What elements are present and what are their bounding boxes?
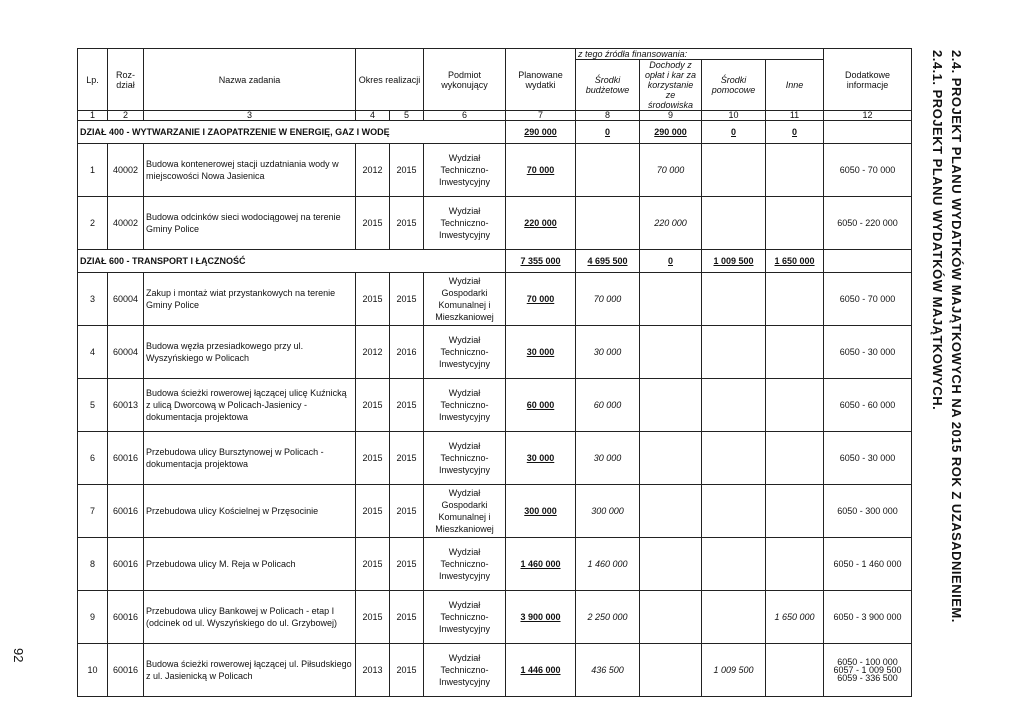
row-info: 6050 - 100 000 6057 - 1 009 500 6059 - 336 500 [824, 644, 912, 697]
section-info [824, 121, 912, 144]
row-inne [766, 144, 824, 197]
colnum: 6 [424, 111, 506, 121]
row-inne [766, 644, 824, 697]
section-dochody: 290 000 [640, 121, 702, 144]
row-planowane: 60 000 [506, 379, 576, 432]
row-dochody [640, 644, 702, 697]
row-pomocowe [702, 485, 766, 538]
row-info: 6050 - 60 000 [824, 379, 912, 432]
section-planowane: 290 000 [506, 121, 576, 144]
table-row [78, 144, 912, 197]
row-planowane: 3 900 000 [506, 591, 576, 644]
row-planowane: 1 446 000 [506, 644, 576, 697]
row-budzetowe: 30 000 [576, 432, 640, 485]
row-info: 6050 - 70 000 [824, 273, 912, 326]
row-pomocowe [702, 538, 766, 591]
hdr-planowane: Planowane wydatki [506, 49, 576, 111]
row-nazwa: Budowa kontenerowej stacji uzdatniania wody w miejscowości Nowa Jasienica [144, 144, 356, 197]
row-planowane: 70 000 [506, 144, 576, 197]
row-podmiot: Wydział Techniczno-Inwestycyjny [424, 538, 506, 591]
side-title-line2: 2.4.1. PROJEKT PLANU WYDATKÓW MAJĄTKOWYCH. [930, 50, 945, 411]
row-lp: 10 [78, 644, 108, 697]
row-budzetowe: 300 000 [576, 485, 640, 538]
row-rozdzial: 40002 [108, 197, 144, 250]
row-budzetowe: 60 000 [576, 379, 640, 432]
side-title-line1: 2.4. PROJEKT PLANU WYDATKÓW MAJĄTKOWYCH NA 2015 ROK Z UZASADNIENIEM. [949, 50, 964, 623]
section-planowane: 7 355 000 [506, 250, 576, 273]
row-podmiot: Wydział Techniczno-Inwestycyjny [424, 326, 506, 379]
row-inne [766, 326, 824, 379]
row-dochody [640, 273, 702, 326]
row-nazwa: Przebudowa ulicy M. Reja w Policach [144, 538, 356, 591]
row-rozdzial: 60016 [108, 644, 144, 697]
row-okres-od: 2015 [356, 485, 390, 538]
hdr-rozdzial: Roz-dział [108, 49, 144, 111]
row-okres-od: 2015 [356, 591, 390, 644]
row-okres-do: 2015 [390, 485, 424, 538]
row-rozdzial: 60016 [108, 538, 144, 591]
row-okres-do: 2015 [390, 644, 424, 697]
row-okres-do: 2015 [390, 538, 424, 591]
row-budzetowe [576, 197, 640, 250]
row-inne [766, 485, 824, 538]
hdr-z-tego: z tego źródła finansowania: [576, 49, 824, 60]
row-nazwa: Budowa odcinków sieci wodociągowej na terenie Gminy Police [144, 197, 356, 250]
row-info: 6050 - 300 000 [824, 485, 912, 538]
hdr-dodatkowe: Dodatkowe informacje [824, 49, 912, 111]
row-rozdzial: 60016 [108, 485, 144, 538]
page-number: 92 [11, 648, 26, 663]
colnum: 7 [506, 111, 576, 121]
row-rozdzial: 60016 [108, 432, 144, 485]
colnum: 5 [390, 111, 424, 121]
row-okres-do: 2015 [390, 144, 424, 197]
row-nazwa: Budowa ścieżki rowerowej łączącej ulicę Kuźnicką z ulicą Dworcową w Policach-Jasienicy - dokumentacja projektowa [144, 379, 356, 432]
row-dochody [640, 538, 702, 591]
row-planowane: 220 000 [506, 197, 576, 250]
expenditure-table [77, 48, 912, 697]
row-nazwa: Przebudowa ulicy Bursztynowej w Policach - dokumentacja projektowa [144, 432, 356, 485]
row-pomocowe [702, 273, 766, 326]
row-planowane: 300 000 [506, 485, 576, 538]
row-rozdzial: 60004 [108, 273, 144, 326]
hdr-srodki-budzetowe: Środki budżetowe [576, 60, 640, 111]
row-budzetowe: 30 000 [576, 326, 640, 379]
row-okres-od: 2015 [356, 432, 390, 485]
row-okres-do: 2015 [390, 432, 424, 485]
row-pomocowe: 1 009 500 [702, 644, 766, 697]
hdr-srodki-pomocowe: Środki pomocowe [702, 60, 766, 111]
section-header [78, 250, 912, 273]
row-lp: 4 [78, 326, 108, 379]
row-lp: 7 [78, 485, 108, 538]
table-row [78, 432, 912, 485]
row-podmiot: Wydział Techniczno-Inwestycyjny [424, 379, 506, 432]
colnum: 8 [576, 111, 640, 121]
row-pomocowe [702, 591, 766, 644]
row-budzetowe: 436 500 [576, 644, 640, 697]
hdr-okres: Okres realizacji [356, 49, 424, 111]
row-lp: 2 [78, 197, 108, 250]
row-okres-od: 2015 [356, 538, 390, 591]
section-pomocowe: 0 [702, 121, 766, 144]
row-podmiot: Wydział Gospodarki Komunalnej i Mieszkaniowej [424, 485, 506, 538]
row-podmiot: Wydział Techniczno-Inwestycyjny [424, 591, 506, 644]
colnum: 12 [824, 111, 912, 121]
row-dochody [640, 379, 702, 432]
colnum: 1 [78, 111, 108, 121]
hdr-inne: Inne [766, 60, 824, 111]
row-nazwa: Zakup i montaż wiat przystankowych na terenie Gminy Police [144, 273, 356, 326]
row-okres-do: 2015 [390, 197, 424, 250]
row-planowane: 30 000 [506, 432, 576, 485]
row-lp: 9 [78, 591, 108, 644]
row-info: 6050 - 30 000 [824, 326, 912, 379]
row-dochody: 220 000 [640, 197, 702, 250]
table-row [78, 379, 912, 432]
row-nazwa: Przebudowa ulicy Kościelnej w Przęsocinie [144, 485, 356, 538]
row-okres-od: 2015 [356, 379, 390, 432]
hdr-nazwa: Nazwa zadania [144, 49, 356, 111]
table-row [78, 197, 912, 250]
hdr-lp: Lp. [78, 49, 108, 111]
table-row [78, 485, 912, 538]
section-inne: 0 [766, 121, 824, 144]
row-lp: 3 [78, 273, 108, 326]
row-planowane: 1 460 000 [506, 538, 576, 591]
row-info: 6050 - 3 900 000 [824, 591, 912, 644]
section-info [824, 250, 912, 273]
row-info: 6050 - 70 000 [824, 144, 912, 197]
table-row [78, 591, 912, 644]
row-budzetowe: 1 460 000 [576, 538, 640, 591]
row-budzetowe [576, 144, 640, 197]
row-okres-od: 2015 [356, 273, 390, 326]
row-inne: 1 650 000 [766, 591, 824, 644]
row-inne [766, 432, 824, 485]
row-lp: 5 [78, 379, 108, 432]
row-pomocowe [702, 326, 766, 379]
row-okres-do: 2016 [390, 326, 424, 379]
row-okres-od: 2013 [356, 644, 390, 697]
hdr-dochody: Dochody z opłat i kar za korzystanie ze środowiska [640, 60, 702, 111]
row-info: 6050 - 30 000 [824, 432, 912, 485]
table-row [78, 538, 912, 591]
row-rozdzial: 60013 [108, 379, 144, 432]
row-pomocowe [702, 379, 766, 432]
row-podmiot: Wydział Gospodarki Komunalnej i Mieszkaniowej [424, 273, 506, 326]
row-budzetowe: 70 000 [576, 273, 640, 326]
row-podmiot: Wydział Techniczno-Inwestycyjny [424, 197, 506, 250]
row-budzetowe: 2 250 000 [576, 591, 640, 644]
row-info: 6050 - 220 000 [824, 197, 912, 250]
row-lp: 8 [78, 538, 108, 591]
row-okres-od: 2012 [356, 144, 390, 197]
row-okres-od: 2015 [356, 197, 390, 250]
row-rozdzial: 40002 [108, 144, 144, 197]
side-title [928, 50, 964, 623]
row-dochody [640, 432, 702, 485]
section-title: DZIAŁ 600 - TRANSPORT I ŁĄCZNOŚĆ [78, 250, 506, 273]
row-pomocowe [702, 144, 766, 197]
table-row [78, 644, 912, 697]
row-info: 6050 - 1 460 000 [824, 538, 912, 591]
colnum: 3 [144, 111, 356, 121]
row-inne [766, 379, 824, 432]
row-podmiot: Wydział Techniczno-Inwestycyjny [424, 432, 506, 485]
row-dochody [640, 326, 702, 379]
row-pomocowe [702, 197, 766, 250]
row-rozdzial: 60016 [108, 591, 144, 644]
colnum: 11 [766, 111, 824, 121]
row-nazwa: Budowa węzła przesiadkowego przy ul. Wyszyńskiego w Policach [144, 326, 356, 379]
row-planowane: 30 000 [506, 326, 576, 379]
row-podmiot: Wydział Techniczno-Inwestycyjny [424, 644, 506, 697]
column-numbers [78, 111, 912, 121]
section-title: DZIAŁ 400 - WYTWARZANIE I ZAOPATRZENIE W ENERGIĘ, GAZ I WODĘ [78, 121, 506, 144]
row-inne [766, 273, 824, 326]
row-lp: 1 [78, 144, 108, 197]
section-header [78, 121, 912, 144]
colnum: 10 [702, 111, 766, 121]
row-nazwa: Przebudowa ulicy Bankowej w Policach - etap I (odcinek od ul. Wyszyńskiego do ul. Grzybowej) [144, 591, 356, 644]
section-dochody: 0 [640, 250, 702, 273]
section-inne: 1 650 000 [766, 250, 824, 273]
row-lp: 6 [78, 432, 108, 485]
row-dochody [640, 485, 702, 538]
row-okres-do: 2015 [390, 379, 424, 432]
row-planowane: 70 000 [506, 273, 576, 326]
section-budzetowe: 4 695 500 [576, 250, 640, 273]
table-row [78, 273, 912, 326]
section-pomocowe: 1 009 500 [702, 250, 766, 273]
row-dochody [640, 591, 702, 644]
section-budzetowe: 0 [576, 121, 640, 144]
table-row [78, 326, 912, 379]
row-pomocowe [702, 432, 766, 485]
colnum: 4 [356, 111, 390, 121]
row-inne [766, 197, 824, 250]
row-okres-do: 2015 [390, 273, 424, 326]
row-okres-od: 2012 [356, 326, 390, 379]
colnum: 2 [108, 111, 144, 121]
row-dochody: 70 000 [640, 144, 702, 197]
row-okres-do: 2015 [390, 591, 424, 644]
row-podmiot: Wydział Techniczno-Inwestycyjny [424, 144, 506, 197]
row-inne [766, 538, 824, 591]
hdr-podmiot: Podmiot wykonujący [424, 49, 506, 111]
colnum: 9 [640, 111, 702, 121]
row-nazwa: Budowa ścieżki rowerowej łączącej ul. Piłsudskiego z ul. Jasienicką w Policach [144, 644, 356, 697]
row-rozdzial: 60004 [108, 326, 144, 379]
